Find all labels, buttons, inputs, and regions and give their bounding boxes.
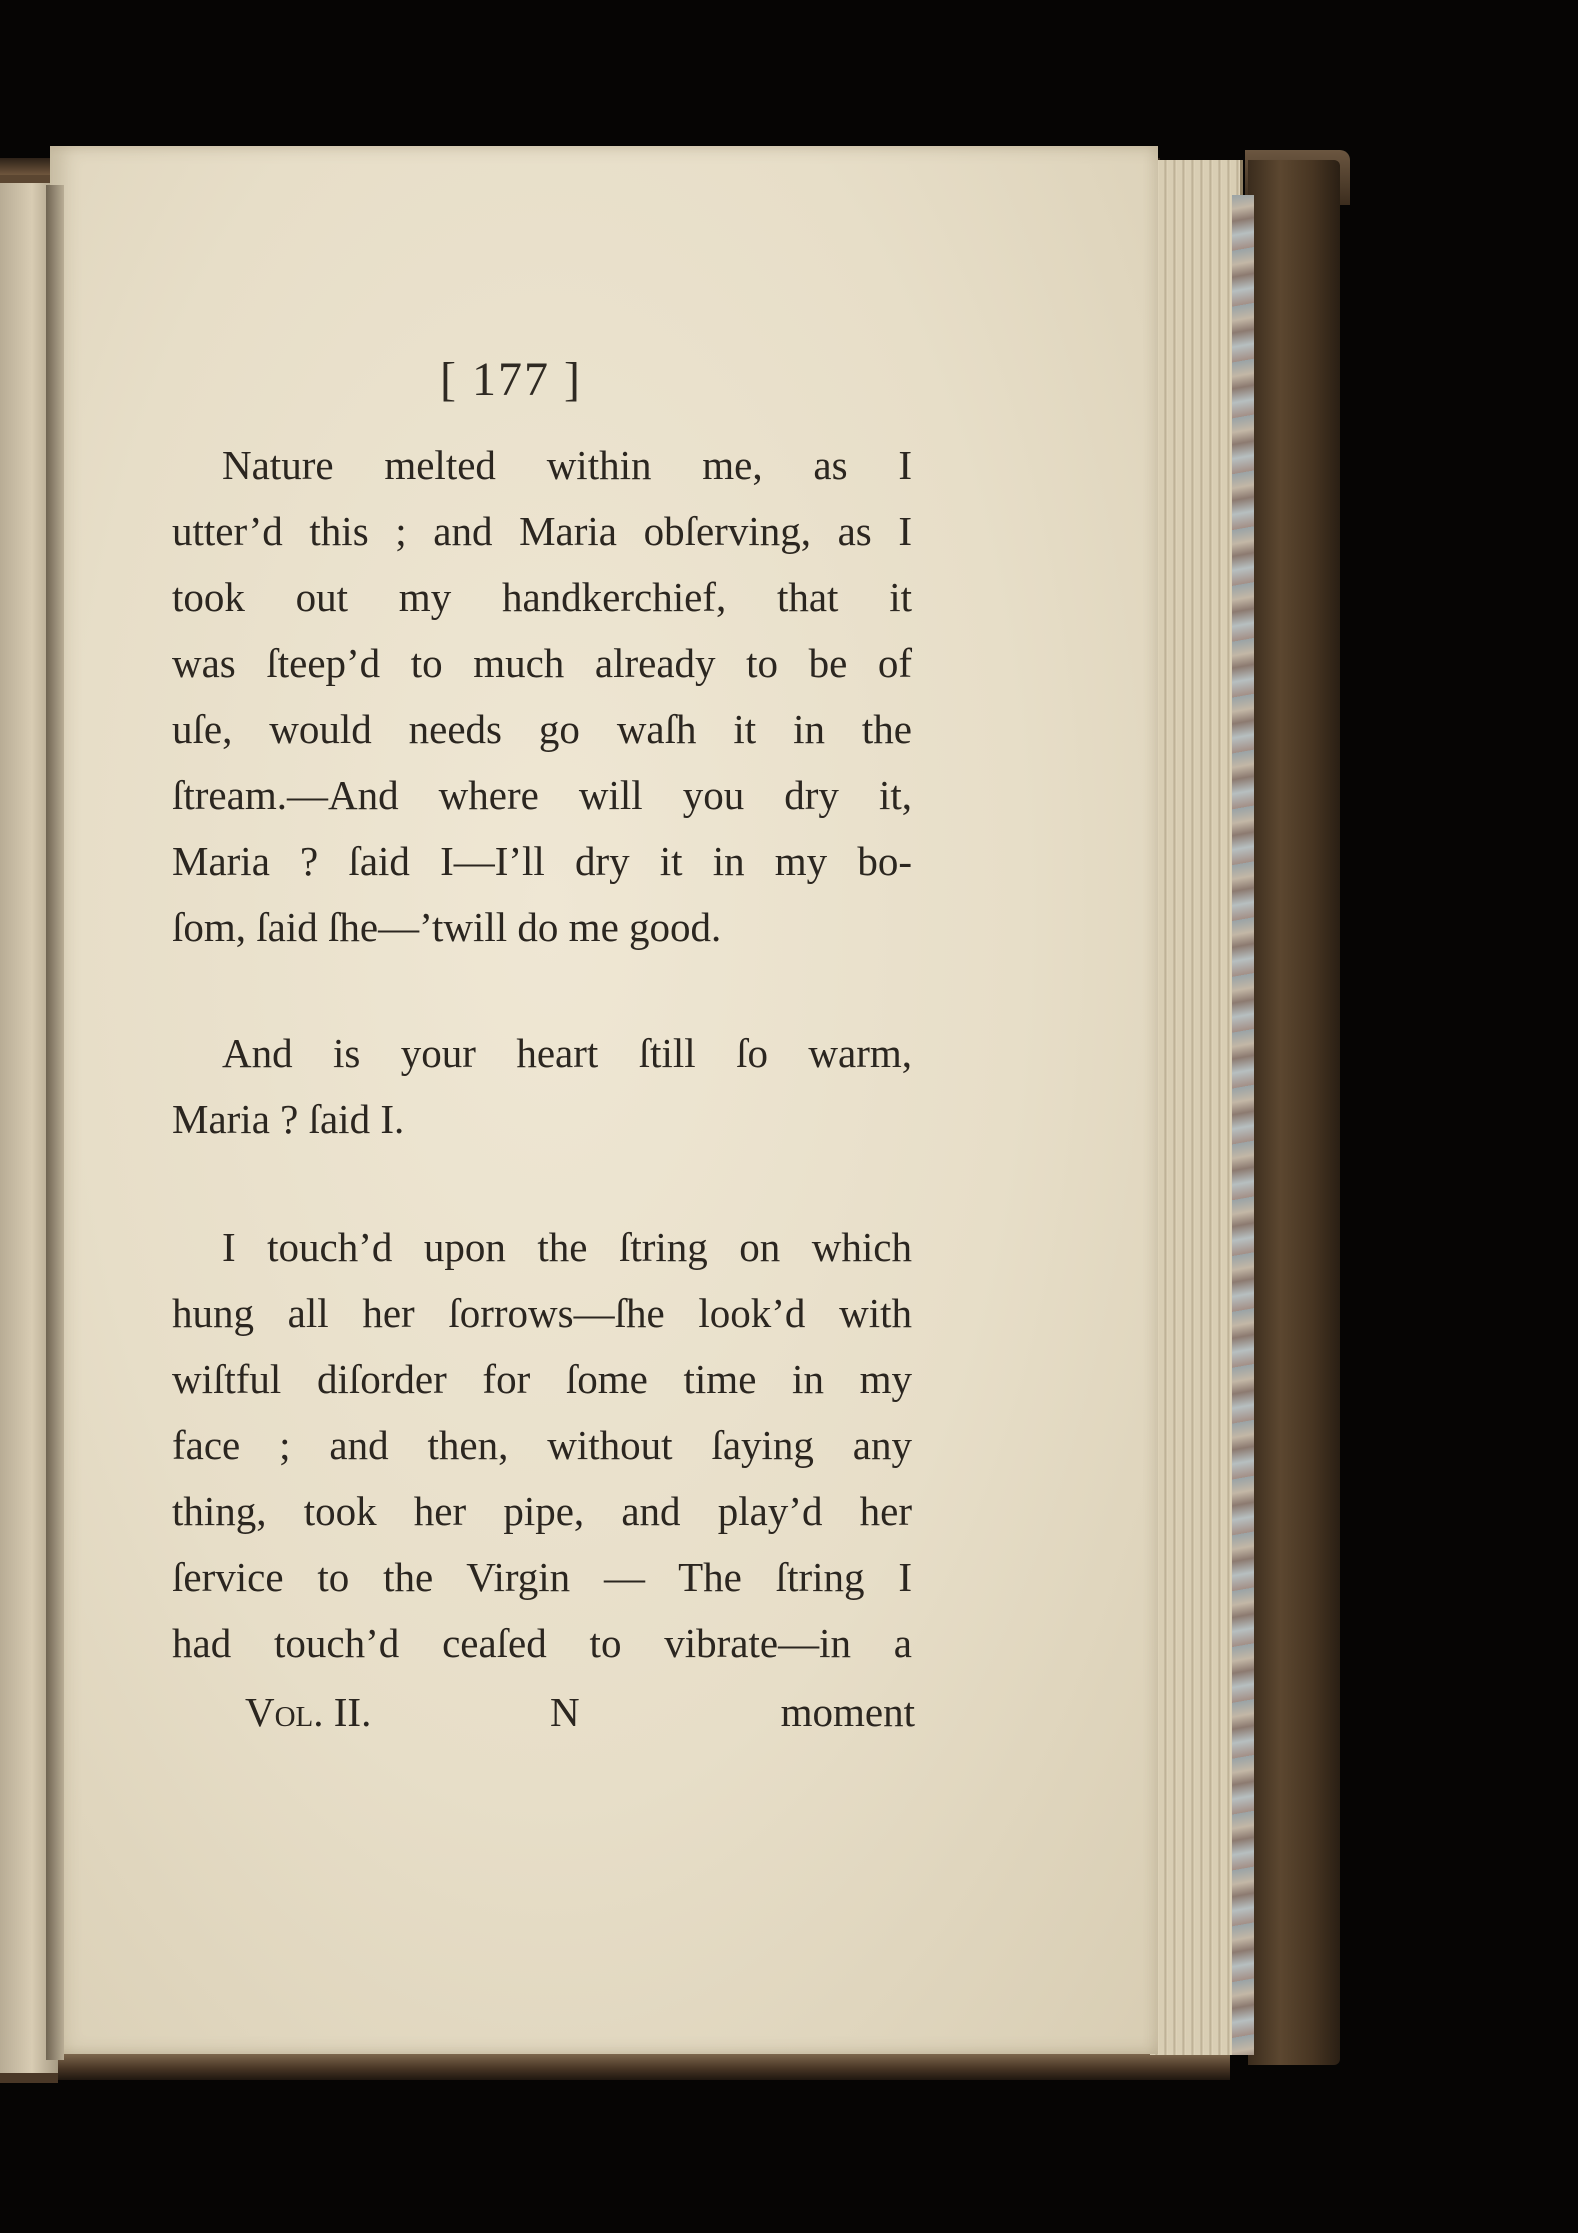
text-line: was ſteep’d to much already to be of [172,640,912,686]
marbled-endpaper [1232,195,1254,2055]
catchword: moment [780,1689,915,1735]
text-line: had touch’d ceaſed to vibrate—in a [172,1620,912,1666]
paragraph-3 [172,1214,912,1676]
text-line: face ; and then, without ſaying any [172,1422,912,1468]
page-number: [ 177 ] [440,353,582,406]
page-fore-edge [1150,160,1243,2055]
text-line: ſom, ſaid ſhe—’twill do me good. [172,904,722,950]
volume-label: Vol. II. [245,1689,372,1735]
text-line: And is your heart ſtill ſo warm, [222,1030,912,1076]
text-line: ſtream.—And where will you dry it, [172,772,912,818]
text-line: uſe, would needs go waſh it in the [172,706,912,752]
paragraph-1 [172,432,912,960]
paragraph-2 [172,1020,912,1152]
text-line: I touch’d upon the ſtring on which [222,1224,912,1270]
page-gutter [46,185,64,2060]
text-line: wiſtful diſorder for ſome time in my [172,1356,912,1402]
signature-mark: N [550,1689,580,1735]
text-line: ſervice to the Virgin — The ſtring I [172,1554,912,1600]
text-line: Maria ? ſaid I. [172,1096,405,1142]
text-line: Nature melted within me, as I [222,442,912,488]
text-line: Maria ? ſaid I—I’ll dry it in my bo- [172,838,912,884]
text-line: hung all her ſorrows—ſhe look’d with [172,1290,912,1336]
cover-bottom-edge [0,2050,1230,2080]
leather-cover [1248,160,1340,2065]
text-line: took out my handkerchief, that it [172,574,912,620]
text-line: thing, took her pipe, and play’d her [172,1488,912,1534]
text-line: utter’d this ; and Maria obſerving, as I [172,508,912,554]
